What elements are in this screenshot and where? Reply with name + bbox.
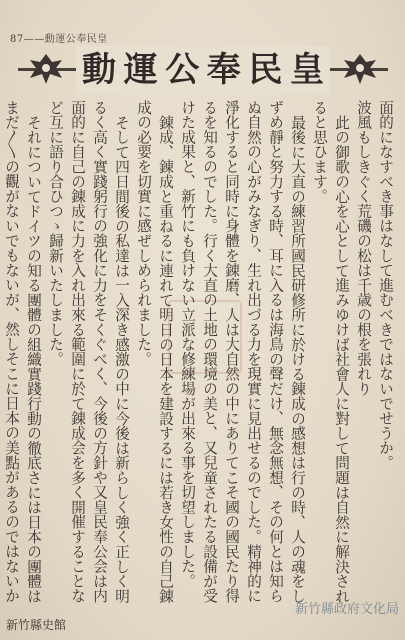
article-body <box>3 100 396 612</box>
title-char: 民 <box>248 50 283 90</box>
title-banner <box>18 44 388 96</box>
paragraph: それについてドイツの知る團體の組織實踐行動の徹底さには日本の團體はまだ〳〵の觀がないでもないが、然しそこに日本の美點があるのではないか <box>3 100 42 603</box>
archive-stamp: 新竹縣史館 <box>6 618 67 632</box>
bird-emblem-icon <box>340 48 380 88</box>
paragraph: 最後に大直の練習所國民研修所に於ける錬成の感想は行の時、人の魂をしずめ靜と努力する時、耳に入るは海鳥の聲だけ、無念無想、その何とは知らぬ自然の心がみなぎり、生れ出づる力を現實に見出せるのでした。精神的に淨化すると同時に身體を錬磨、人は大自然の中にありてこそ國の國民たり得るを知るのでした。行く大直の土地の環境の美と、又兒童されたる設備が受けた成果と、新竹にも負けない立派な修練場が出來る事を切望しました。 <box>179 100 306 604</box>
poem-line: 波風もしきぐく荒磯の松は千歳の根を張れり <box>355 100 372 396</box>
paragraph: 此の御歌の心を心として進みゆけば社會人に對して問題は自然に解決されると思ひます。 <box>311 100 350 603</box>
watermark: 新竹縣政府文化局 <box>294 602 399 617</box>
title-char: 動 <box>82 50 116 90</box>
paragraph: 錬成、錬成と重ねるに連れて明日の日本を建設するには若き女性の自己錬成の必要を切實に感ぜしめられました。 <box>135 100 174 603</box>
bird-emblem-icon <box>26 48 66 88</box>
title-char: 運 <box>123 50 158 90</box>
title-char: 公 <box>165 50 200 90</box>
page-title <box>76 46 330 94</box>
running-head: 87——動運公奉民皇 <box>10 34 108 45</box>
paragraph: そして四日間後の私達は一入深き感激の中に今後は新らしく強く正しく明るく高く實踐躬行の強化に力をそくぐべく、今後の方針や又皇民奉公会は内面的に自己の錬成に力を入れ出來る範圍に於て錬成会を多く開催することなど互に語り合ひつゝ歸新いたしました。 <box>47 100 130 604</box>
title-char: 奉 <box>206 50 241 90</box>
title-char: 皇 <box>289 50 324 90</box>
paragraph: 面的になすべき事はなして進むべきではないでせうか。 <box>377 100 394 470</box>
